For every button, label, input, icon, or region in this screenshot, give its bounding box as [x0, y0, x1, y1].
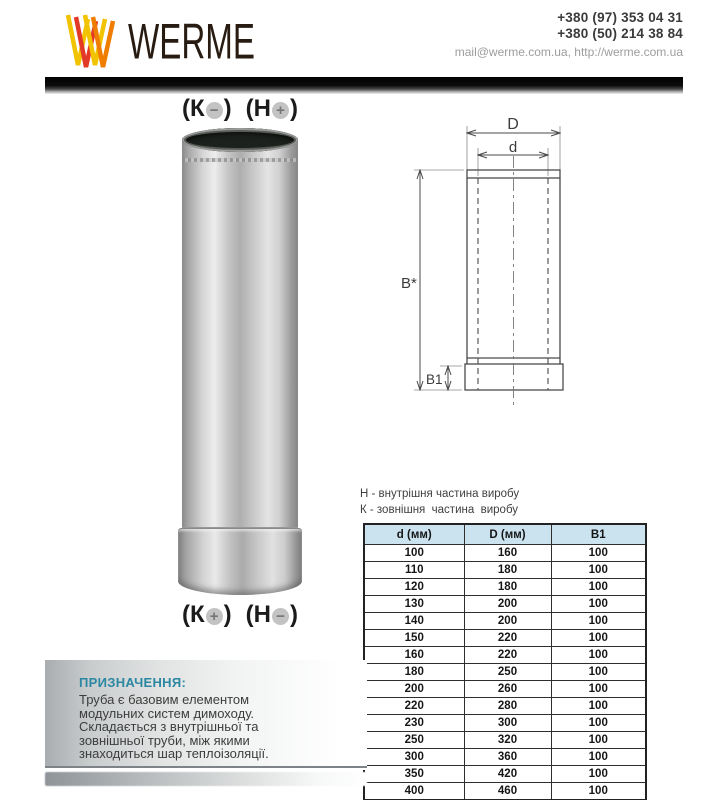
table-cell: 100	[551, 664, 646, 681]
table-cell: 100	[551, 715, 646, 732]
table-cell: 360	[464, 749, 551, 766]
table-cell: 230	[364, 715, 464, 732]
dim-label-B1: B1	[426, 372, 443, 387]
table-cell: 100	[551, 630, 646, 647]
table-cell: 220	[464, 630, 551, 647]
table-cell: 180	[464, 562, 551, 579]
purpose-line: зовнішньої труби, між якими	[79, 732, 250, 748]
table-cell: 120	[364, 579, 464, 596]
table-cell: 300	[464, 715, 551, 732]
table-row	[364, 783, 646, 800]
email-website-line: mail@werme.com.ua, http://werme.com.ua	[454, 45, 683, 59]
purpose-line: Складається з внутрішньої та	[79, 719, 259, 734]
minus-sign-icon: −	[272, 608, 289, 625]
pipe-opening	[182, 128, 298, 152]
table-row	[364, 579, 646, 596]
table-cell: 220	[364, 698, 464, 715]
purpose-line: Труба є базовим елементом	[79, 692, 250, 707]
table-row	[364, 749, 646, 766]
table-cell: 300	[364, 749, 464, 766]
pipe-socket	[178, 528, 302, 595]
purpose-panel-shadow	[45, 772, 367, 786]
table-cell: 100	[551, 613, 646, 630]
label-text: (Н	[245, 95, 271, 122]
purpose-title: ПРИЗНАЧЕННЯ:	[79, 675, 187, 690]
table-cell: 250	[364, 732, 464, 749]
table-cell: 220	[464, 647, 551, 664]
brand-logo	[64, 12, 304, 70]
purpose-panel	[45, 660, 367, 768]
brand-name: WERME	[128, 12, 255, 70]
table-cell: 150	[364, 630, 464, 647]
table-cell: 260	[464, 681, 551, 698]
table-cell: 100	[551, 579, 646, 596]
minus-sign-icon: −	[206, 102, 223, 119]
col-header-B1: B1	[551, 524, 646, 545]
legend-note-K: К - зовнішня частина виробу	[360, 504, 519, 516]
table-cell: 460	[464, 783, 551, 800]
pipe-body	[182, 140, 298, 530]
table-cell: 280	[464, 698, 551, 715]
label-text: )	[289, 601, 298, 628]
table-cell: 200	[364, 681, 464, 698]
dim-label-D: D	[507, 116, 519, 133]
size-table	[363, 523, 647, 800]
col-header-d: d (мм)	[364, 524, 464, 545]
table-cell: 100	[551, 596, 646, 613]
table-cell: 180	[464, 579, 551, 596]
dim-label-B: B*	[401, 275, 417, 292]
table-cell: 100	[551, 681, 646, 698]
table-row	[364, 613, 646, 630]
product-photo-pipe	[182, 128, 298, 597]
phone-number-1: +380 (97) 353 04 31	[557, 10, 683, 25]
label-outer-plus	[182, 601, 232, 629]
divider-bar	[45, 77, 683, 94]
table-cell: 130	[364, 596, 464, 613]
table-row	[364, 664, 646, 681]
table-cell: 110	[364, 562, 464, 579]
connection-labels-top	[140, 95, 340, 123]
dim-label-d: d	[508, 139, 518, 156]
purpose-line: модульних систем димоходу.	[79, 705, 255, 721]
table-cell: 320	[464, 732, 551, 749]
table-cell: 100	[551, 647, 646, 664]
label-inner-minus	[246, 601, 298, 629]
table-cell: 200	[464, 613, 551, 630]
phone-number-2: +380 (50) 214 38 84	[557, 26, 683, 41]
table-cell: 100	[551, 732, 646, 749]
table-cell: 160	[464, 545, 551, 562]
table-cell: 420	[464, 766, 551, 783]
label-inner-plus	[246, 95, 298, 123]
label-text: (К	[182, 601, 205, 628]
col-header-D: D (мм)	[464, 524, 551, 545]
table-cell: 140	[364, 613, 464, 630]
label-text: )	[223, 601, 232, 628]
legend-notes	[360, 486, 519, 518]
table-row	[364, 647, 646, 664]
label-outer-minus	[182, 95, 232, 123]
table-row	[364, 732, 646, 749]
label-text: (Н	[245, 601, 271, 628]
connection-labels-bottom	[140, 601, 340, 629]
table-cell: 180	[364, 664, 464, 681]
plus-sign-icon: +	[272, 102, 289, 119]
table-row	[364, 698, 646, 715]
pipe-crimp-band	[182, 158, 298, 162]
table-cell: 100	[551, 766, 646, 783]
table-cell: 250	[464, 664, 551, 681]
table-row	[364, 562, 646, 579]
table-cell: 100	[551, 545, 646, 562]
label-text: (К	[182, 95, 205, 122]
dimension-diagram	[398, 112, 623, 412]
table-cell: 100	[551, 562, 646, 579]
table-row	[364, 766, 646, 783]
table-row	[364, 630, 646, 647]
table-row	[364, 596, 646, 613]
brand-logo-w-icon	[64, 12, 126, 70]
table-row	[364, 681, 646, 698]
table-cell: 350	[364, 766, 464, 783]
label-text: )	[223, 95, 232, 122]
plus-sign-icon: +	[206, 608, 223, 625]
table-cell: 200	[464, 596, 551, 613]
purpose-text	[79, 693, 269, 761]
table-cell: 100	[551, 783, 646, 800]
legend-note-H: Н - внутрішня частина виробу	[360, 488, 520, 500]
table-row	[364, 715, 646, 732]
purpose-line: знаходиться шар теплоізоляції.	[79, 746, 269, 761]
size-table-body	[364, 545, 646, 800]
table-header-row	[364, 524, 646, 545]
dimension-lines	[420, 133, 560, 390]
table-cell: 100	[551, 698, 646, 715]
table-cell: 100	[364, 545, 464, 562]
table-cell: 100	[551, 749, 646, 766]
table-row	[364, 545, 646, 562]
label-text: )	[289, 95, 298, 122]
extension-lines	[414, 126, 560, 390]
header-contacts	[455, 10, 683, 60]
table-cell: 400	[364, 783, 464, 800]
table-cell: 160	[364, 647, 464, 664]
